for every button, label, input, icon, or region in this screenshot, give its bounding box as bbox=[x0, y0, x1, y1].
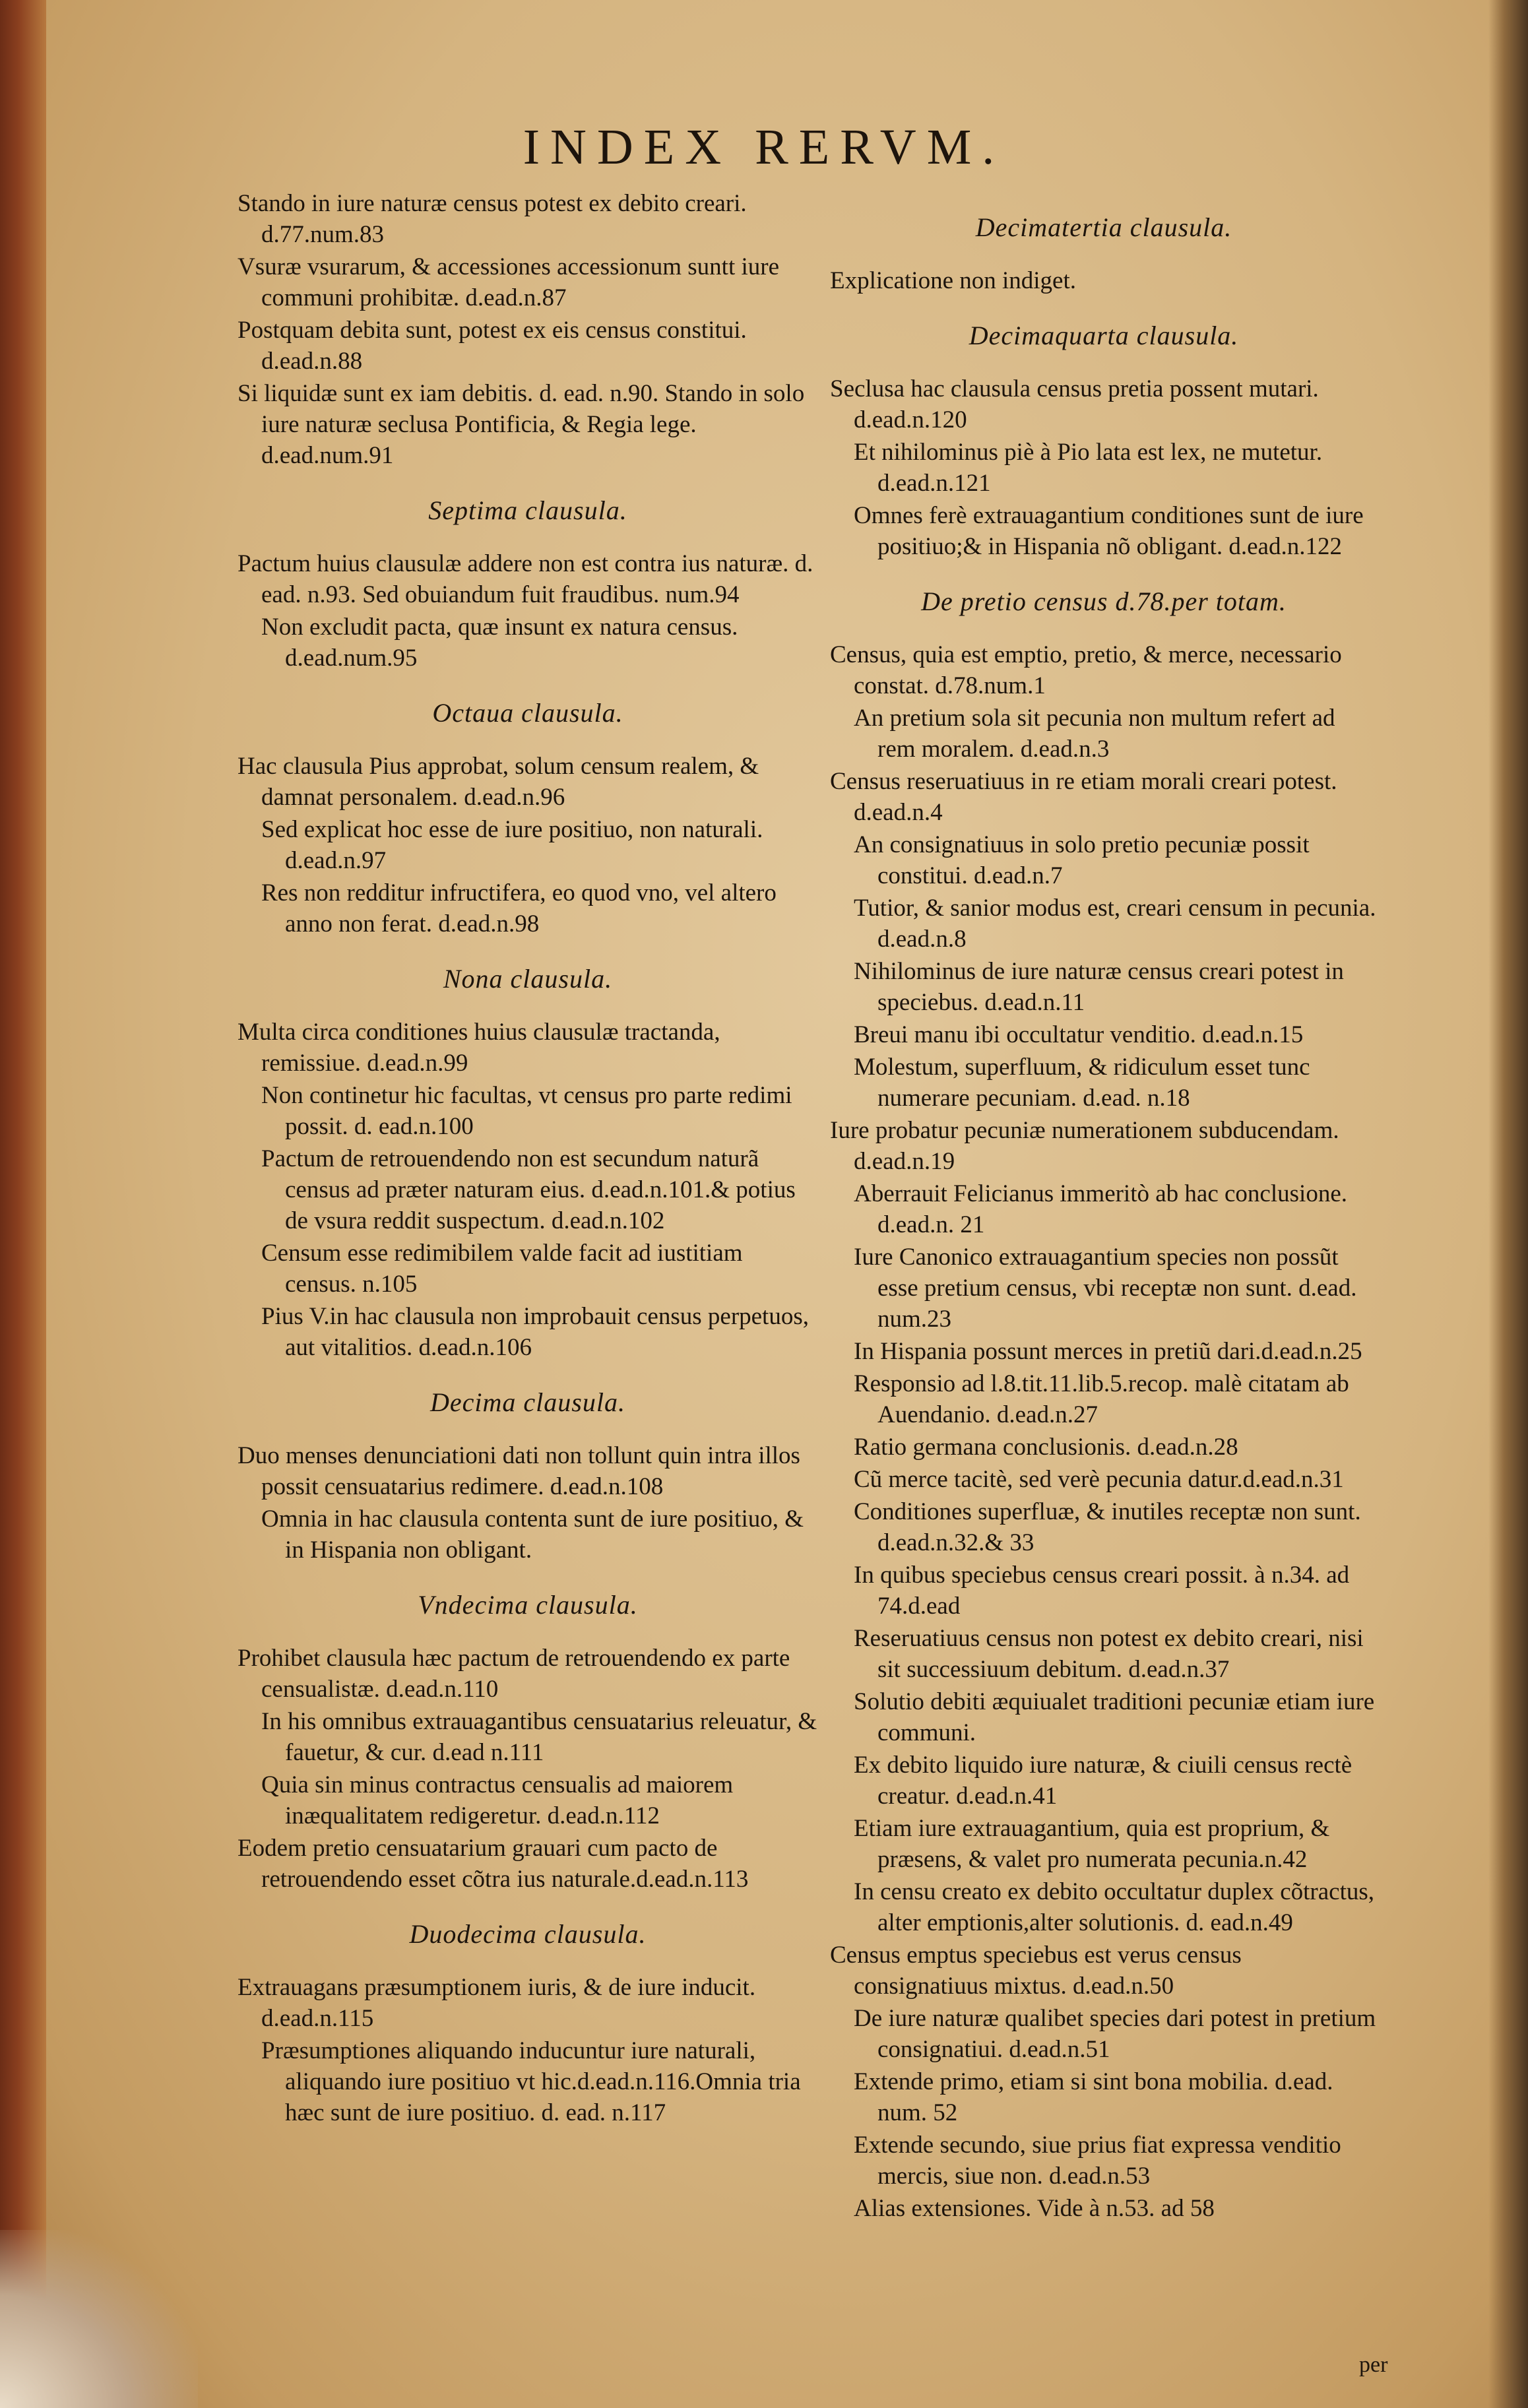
index-entry: Tutior, & sanior modus est, creari censum in pecunia. d.ead.n.8 bbox=[854, 895, 1376, 953]
section-heading: Septima clausula. bbox=[428, 495, 627, 525]
index-entry: Prohibet clausula hæc pactum de retrouendendo ex parte censualistæ. d.ead.n.110 bbox=[238, 1645, 790, 1703]
index-entry: Reseruatiuus census non potest ex debito creari, nisi sit successiuum debitum. d.ead.n.37 bbox=[854, 1625, 1364, 1683]
catchword: per bbox=[1359, 2353, 1388, 2377]
section-heading: Decimatertia clausula. bbox=[975, 212, 1232, 242]
index-entry: Census emptus speciebus est verus census consignatiuus mixtus. d.ead.n.50 bbox=[830, 1942, 1242, 2000]
index-entry: Omnes ferè extrauagantium conditiones sunt de iure positiuo;& in Hispania nõ obligant. d.ead.n.122 bbox=[854, 502, 1364, 560]
index-entry: Iure Canonico extrauagantium species non possũt esse pretium census, vbi receptæ non sunt. d.ead. num.23 bbox=[854, 1244, 1357, 1333]
page-header: INDEX RERVM. bbox=[523, 119, 1005, 175]
index-entry: Ex debito liquido iure naturæ, & ciuili census rectè creatur. d.ead.n.41 bbox=[854, 1752, 1353, 1810]
index-entry: An pretium sola sit pecunia non multum refert ad rem moralem. d.ead.n.3 bbox=[854, 705, 1335, 763]
index-entry: Alias extensiones. Vide à n.53. ad 58 bbox=[854, 2195, 1215, 2222]
index-entry: Et nihilominus piè à Pio lata est lex, ne mutetur. d.ead.n.121 bbox=[854, 439, 1323, 497]
index-entry: Molestum, superfluum, & ridiculum esset tunc numerare pecuniam. d.ead. n.18 bbox=[854, 1054, 1310, 1112]
index-entry: Præsumptiones aliquando inducuntur iure naturali, aliquando iure positiuo vt hic.d.ead.n.116.Omnia tria hæc sunt de iure positiuo. d. ead. n.117 bbox=[261, 2037, 801, 2126]
index-entry: Stando in iure naturæ census potest ex debito creari. d.77.num.83 bbox=[238, 190, 747, 248]
index-entry: Si liquidæ sunt ex iam debitis. d. ead. n.90. Stando in solo iure naturæ seclusa Pontificia, & Regia lege. d.ead.num.91 bbox=[238, 380, 805, 469]
index-entry: Non continetur hic facultas, vt census pro parte redimi possit. d. ead.n.100 bbox=[261, 1082, 792, 1140]
index-entry: Res non redditur infructifera, eo quod vno, vel altero anno non ferat. d.ead.n.98 bbox=[261, 879, 777, 937]
index-entry: Responsio ad l.8.tit.11.lib.5.recop. malè citatam ab Auendanio. d.ead.n.27 bbox=[854, 1370, 1349, 1428]
section-heading: Octaua clausula. bbox=[432, 698, 623, 728]
section-heading: De pretio census d.78.per totam. bbox=[921, 586, 1287, 616]
index-entry: Breui manu ibi occultatur venditio. d.ead.n.15 bbox=[854, 1021, 1304, 1048]
page-edge-left bbox=[0, 0, 46, 2408]
index-entry: Etiam iure extrauagantium, quia est proprium, & præsens, & valet pro numerata pecunia.n.42 bbox=[854, 1815, 1330, 1873]
index-entry: Omnia in hac clausula contenta sunt de iure positiuo, & in Hispania non obligant. bbox=[261, 1505, 804, 1564]
index-entry: Vsuræ vsurarum, & accessiones accessionum suntt iure communi prohibitæ. d.ead.n.87 bbox=[238, 253, 780, 311]
page-edge-right bbox=[1488, 0, 1528, 2408]
index-entry: Iure probatur pecuniæ numerationem subducendam. d.ead.n.19 bbox=[830, 1117, 1339, 1175]
index-entry: Sed explicat hoc esse de iure positiuo, non naturali. d.ead.n.97 bbox=[261, 816, 763, 874]
index-entry: An consignatiuus in solo pretio pecuniæ possit constitui. d.ead.n.7 bbox=[854, 831, 1310, 889]
index-entry: Extende secundo, siue prius fiat expressa venditio mercis, siue non. d.ead.n.53 bbox=[854, 2132, 1341, 2190]
index-entry: Eodem pretio censuatarium grauari cum pacto de retrouendendo esset cõtra ius naturale.d.ead.n.113 bbox=[238, 1835, 749, 1893]
index-entry: In Hispania possunt merces in pretiũ dari.d.ead.n.25 bbox=[854, 1338, 1362, 1365]
index-entry: Pactum de retrouendendo non est secundum naturã census ad præter naturam eius. d.ead.n.101.& potius de vsura reddit suspectum. d.ead.n.102 bbox=[261, 1145, 796, 1234]
thumb-shadow bbox=[0, 2230, 198, 2408]
index-entry: Multa circa conditiones huius clausulæ tractanda, remissiue. d.ead.n.99 bbox=[238, 1019, 720, 1077]
section-heading: Duodecima clausula. bbox=[409, 1919, 647, 1949]
section-heading: Nona clausula. bbox=[443, 964, 613, 994]
index-entry: Conditiones superfluæ, & inutiles receptæ non sunt. d.ead.n.32.& 33 bbox=[854, 1498, 1361, 1556]
index-entry: De iure naturæ qualibet species dari potest in pretium consignatiui. d.ead.n.51 bbox=[854, 2005, 1376, 2063]
index-entry: Quia sin minus contractus censualis ad maiorem inæqualitatem redigeretur. d.ead.n.112 bbox=[261, 1771, 734, 1829]
index-entry: Census, quia est emptio, pretio, & merce, necessario constat. d.78.num.1 bbox=[830, 641, 1342, 699]
index-entry: Non excludit pacta, quæ insunt ex natura census. d.ead.num.95 bbox=[261, 614, 738, 672]
index-entry: Hac clausula Pius approbat, solum censum realem, & damnat personalem. d.ead.n.96 bbox=[238, 753, 759, 811]
right-column bbox=[830, 188, 1378, 2225]
index-entry: In quibus speciebus census creari possit. à n.34. ad 74.d.ead bbox=[854, 1562, 1350, 1620]
index-entry: Seclusa hac clausula census pretia possent mutari. d.ead.n.120 bbox=[830, 375, 1319, 433]
index-entry: Pactum huius clausulæ addere non est contra ius naturæ. d. ead. n.93. Sed obuiandum fuit fraudibus. num.94 bbox=[238, 550, 813, 608]
index-entry: In censu creato ex debito occultatur duplex cõtractus, alter emptionis,alter solutionis. d. ead.n.49 bbox=[854, 1878, 1375, 1936]
index-entry: Pius V.in hac clausula non improbauit census perpetuos, aut vitalitios. d.ead.n.106 bbox=[261, 1303, 809, 1361]
section-heading: Vndecima clausula. bbox=[418, 1590, 638, 1620]
index-entry: Extende primo, etiam si sint bona mobilia. d.ead. num. 52 bbox=[854, 2068, 1333, 2126]
index-entry: Explicatione non indiget. bbox=[830, 267, 1076, 294]
index-entry: Solutio debiti æquiualet traditioni pecuniæ etiam iure communi. bbox=[854, 1688, 1375, 1746]
section-heading: Decima clausula. bbox=[430, 1387, 625, 1417]
section-heading: Decimaquarta clausula. bbox=[969, 321, 1239, 350]
index-entry: Postquam debita sunt, potest ex eis census constitui. d.ead.n.88 bbox=[238, 317, 747, 375]
index-entry: Extrauagans præsumptionem iuris, & de iure inducit. d.ead.n.115 bbox=[238, 1974, 756, 2032]
index-entry: Cũ merce tacitè, sed verè pecunia datur.d.ead.n.31 bbox=[854, 1466, 1344, 1493]
index-entry: Aberrauit Felicianus immeritò ab hac conclusione. d.ead.n. 21 bbox=[854, 1180, 1347, 1238]
index-entry: Ratio germana conclusionis. d.ead.n.28 bbox=[854, 1434, 1238, 1461]
index-entry: In his omnibus extrauagantibus censuatarius releuatur, & fauetur, & cur. d.ead n.111 bbox=[261, 1708, 817, 1766]
index-entry: Duo menses denunciationi dati non tollunt quin intra illos possit censuatarius redimere. d.ead.n.108 bbox=[238, 1442, 800, 1500]
left-column bbox=[238, 188, 818, 2130]
index-entry: Census reseruatiuus in re etiam morali creari potest. d.ead.n.4 bbox=[830, 768, 1337, 826]
index-entry: Censum esse redimibilem valde facit ad iustitiam census. n.105 bbox=[261, 1240, 743, 1298]
index-entry: Nihilominus de iure naturæ census creari potest in speciebus. d.ead.n.11 bbox=[854, 958, 1344, 1016]
